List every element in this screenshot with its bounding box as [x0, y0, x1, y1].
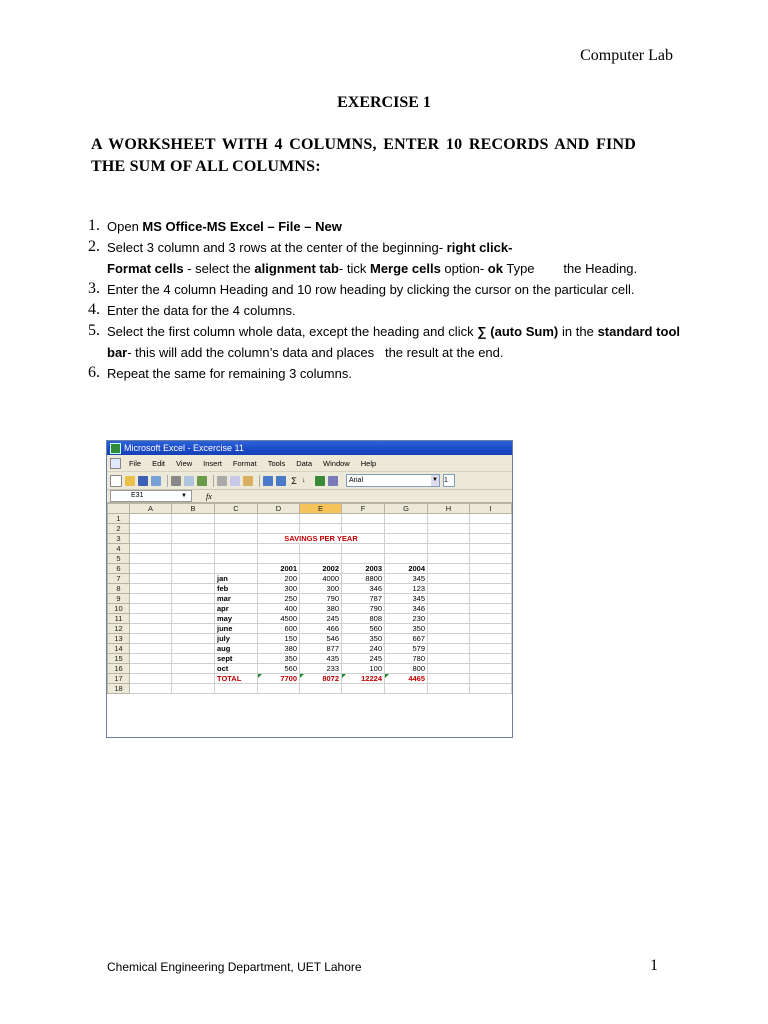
row-header[interactable]: 1	[108, 514, 130, 524]
cell[interactable]	[385, 544, 428, 554]
permission-icon[interactable]	[151, 476, 161, 486]
value-cell[interactable]: 877	[300, 644, 342, 654]
save-icon[interactable]	[138, 476, 148, 486]
cut-icon[interactable]	[217, 476, 227, 486]
excel-standard-toolbar	[107, 472, 512, 490]
cell[interactable]	[215, 544, 258, 554]
total-value-cell[interactable]: 12224	[342, 674, 385, 684]
value-cell[interactable]: 790	[342, 604, 385, 614]
chevron-down-icon: ▼	[431, 475, 439, 486]
cell[interactable]	[470, 674, 512, 684]
value-cell[interactable]: 560	[258, 664, 300, 674]
month-cell[interactable]: aug	[215, 644, 258, 654]
cell[interactable]	[172, 684, 215, 694]
step-number: 1.	[88, 217, 100, 234]
value-cell[interactable]: 4500	[258, 614, 300, 624]
table-row	[108, 644, 512, 654]
cell[interactable]	[172, 544, 215, 554]
cell[interactable]	[470, 544, 512, 554]
menu-format[interactable]: Format	[232, 458, 257, 468]
month-cell[interactable]: may	[215, 614, 258, 624]
cell[interactable]	[172, 664, 215, 674]
cell[interactable]	[428, 564, 470, 574]
row-header[interactable]: 18	[108, 684, 130, 694]
value-cell[interactable]: 123	[385, 584, 428, 594]
value-cell[interactable]: 245	[300, 614, 342, 624]
new-icon[interactable]	[110, 475, 122, 487]
chevron-down-icon: ▼	[181, 493, 187, 499]
cell[interactable]	[172, 654, 215, 664]
value-cell[interactable]: 230	[385, 614, 428, 624]
value-cell[interactable]: 790	[300, 594, 342, 604]
workbook-icon	[110, 458, 121, 469]
cell[interactable]	[470, 664, 512, 674]
row-header[interactable]: 10	[108, 604, 130, 614]
cell[interactable]	[172, 574, 215, 584]
cell[interactable]	[428, 664, 470, 674]
value-cell[interactable]: 435	[300, 654, 342, 664]
page-number: 1	[650, 957, 658, 974]
cell[interactable]	[470, 594, 512, 604]
cell[interactable]	[130, 584, 172, 594]
value-cell[interactable]: 300	[258, 584, 300, 594]
cell[interactable]	[258, 514, 300, 524]
step-1: 1. Open MS Office-MS Excel – File – New	[88, 217, 342, 234]
excel-app-icon	[110, 443, 121, 454]
row-header[interactable]: 7	[108, 574, 130, 584]
cell[interactable]	[130, 674, 172, 684]
cell[interactable]	[300, 684, 342, 694]
month-cell[interactable]: apr	[215, 604, 258, 614]
chart-wizard-icon[interactable]	[315, 476, 325, 486]
month-cell[interactable]: mar	[215, 594, 258, 604]
instruction-steps	[88, 216, 680, 384]
year-header-cell[interactable]: 2001	[258, 564, 300, 574]
cell[interactable]	[428, 684, 470, 694]
cell[interactable]	[172, 634, 215, 644]
cell[interactable]	[428, 574, 470, 584]
cell[interactable]	[342, 544, 385, 554]
step-number: 4.	[88, 301, 100, 318]
formula-bar	[107, 490, 512, 503]
value-cell[interactable]: 466	[300, 624, 342, 634]
table-row	[108, 654, 512, 664]
cell[interactable]	[385, 524, 428, 534]
table-row	[108, 614, 512, 624]
cell[interactable]	[470, 554, 512, 564]
cell[interactable]	[130, 624, 172, 634]
column-header[interactable]: I	[470, 504, 512, 514]
cell[interactable]	[428, 654, 470, 664]
value-cell[interactable]: 546	[300, 634, 342, 644]
cell[interactable]	[130, 634, 172, 644]
cell[interactable]	[342, 684, 385, 694]
cell[interactable]	[215, 684, 258, 694]
row-header[interactable]: 14	[108, 644, 130, 654]
cell[interactable]	[428, 594, 470, 604]
step-number: 2.	[88, 238, 100, 255]
column-header[interactable]: F	[342, 504, 385, 514]
cell[interactable]	[130, 554, 172, 564]
month-cell[interactable]: feb	[215, 584, 258, 594]
value-cell[interactable]: 579	[385, 644, 428, 654]
step-3: 3. Enter the 4 column Heading and 10 row heading by clicking the cursor on the particular cell.	[88, 280, 635, 297]
menu-help[interactable]: Help	[360, 458, 377, 468]
table-row	[108, 594, 512, 604]
row-header[interactable]: 17	[108, 674, 130, 684]
cell[interactable]	[470, 564, 512, 574]
value-cell[interactable]: 380	[300, 604, 342, 614]
row-header[interactable]: 16	[108, 664, 130, 674]
cell[interactable]	[130, 644, 172, 654]
cell[interactable]	[428, 544, 470, 554]
exercise-question: A WORKSHEET WITH 4 COLUMNS, ENTER 10 RECORDS AND FIND THE SUM OF ALL COLUMNS:	[91, 136, 636, 175]
cell[interactable]	[470, 684, 512, 694]
column-header[interactable]: G	[385, 504, 428, 514]
row-header[interactable]: 3	[108, 534, 130, 544]
table-row	[108, 514, 512, 524]
excel-screenshot	[106, 440, 513, 738]
cell[interactable]	[215, 564, 258, 574]
column-header[interactable]: H	[428, 504, 470, 514]
cell[interactable]	[385, 554, 428, 564]
print-preview-icon[interactable]	[184, 476, 194, 486]
column-header-row	[108, 504, 512, 514]
excel-title-bar	[107, 441, 512, 455]
undo-icon[interactable]	[263, 476, 273, 486]
cell[interactable]	[172, 524, 215, 534]
value-cell[interactable]: 233	[300, 664, 342, 674]
cell[interactable]	[130, 594, 172, 604]
cell[interactable]	[428, 534, 470, 544]
cell[interactable]	[470, 634, 512, 644]
year-header-cell[interactable]: 2003	[342, 564, 385, 574]
month-cell[interactable]: july	[215, 634, 258, 644]
cell[interactable]	[130, 524, 172, 534]
value-cell[interactable]: 245	[342, 654, 385, 664]
cell[interactable]	[130, 564, 172, 574]
font-name-select[interactable]: Arial ▼	[346, 474, 440, 487]
cell[interactable]	[385, 514, 428, 524]
sheet-heading-cell[interactable]: SAVINGS PER YEAR	[258, 534, 385, 544]
value-cell[interactable]: 346	[342, 584, 385, 594]
month-cell[interactable]: sept	[215, 654, 258, 664]
value-cell[interactable]: 345	[385, 594, 428, 604]
cell[interactable]	[428, 554, 470, 564]
cell[interactable]	[258, 544, 300, 554]
column-header[interactable]: E	[300, 504, 342, 514]
column-header[interactable]: D	[258, 504, 300, 514]
value-cell[interactable]: 200	[258, 574, 300, 584]
month-cell[interactable]: june	[215, 624, 258, 634]
cell[interactable]	[428, 584, 470, 594]
cell[interactable]	[428, 514, 470, 524]
table-row	[108, 554, 512, 564]
row-header[interactable]: 5	[108, 554, 130, 564]
value-cell[interactable]: 150	[258, 634, 300, 644]
cell[interactable]	[428, 634, 470, 644]
font-size-select[interactable]: 1	[443, 474, 455, 487]
cell[interactable]	[385, 534, 428, 544]
step-number: 5.	[88, 322, 100, 339]
cell[interactable]	[470, 614, 512, 624]
value-cell[interactable]: 100	[342, 664, 385, 674]
row-header[interactable]: 13	[108, 634, 130, 644]
menu-edit[interactable]: Edit	[152, 458, 166, 468]
cell[interactable]	[215, 514, 258, 524]
row-header[interactable]: 2	[108, 524, 130, 534]
row-header[interactable]: 12	[108, 624, 130, 634]
cell[interactable]	[130, 684, 172, 694]
cell[interactable]	[300, 524, 342, 534]
cell[interactable]	[172, 554, 215, 564]
cell[interactable]	[428, 644, 470, 654]
help-icon[interactable]	[328, 476, 338, 486]
copy-icon[interactable]	[230, 476, 240, 486]
row-header[interactable]: 11	[108, 614, 130, 624]
cell[interactable]	[428, 624, 470, 634]
step-4: 4. Enter the data for the 4 columns.	[88, 301, 296, 318]
total-value-cell[interactable]: 8072	[300, 674, 342, 684]
table-row	[108, 634, 512, 644]
cell[interactable]	[172, 534, 215, 544]
table-row	[108, 664, 512, 674]
value-cell[interactable]: 787	[342, 594, 385, 604]
cell[interactable]	[300, 554, 342, 564]
table-row	[108, 674, 512, 684]
cell[interactable]	[172, 604, 215, 614]
month-cell[interactable]: oct	[215, 664, 258, 674]
hyperlink-icon[interactable]	[276, 476, 286, 486]
cell[interactable]	[172, 674, 215, 684]
cell[interactable]	[130, 604, 172, 614]
table-row	[108, 684, 512, 694]
cell[interactable]	[130, 544, 172, 554]
paste-icon[interactable]	[243, 476, 253, 486]
value-cell[interactable]: 300	[300, 584, 342, 594]
cell[interactable]	[385, 684, 428, 694]
select-all-corner[interactable]	[108, 504, 130, 514]
cell[interactable]	[130, 664, 172, 674]
cell[interactable]	[428, 674, 470, 684]
table-row	[108, 534, 512, 544]
table-row	[108, 544, 512, 554]
cell[interactable]	[130, 534, 172, 544]
cell[interactable]	[130, 654, 172, 664]
column-header[interactable]: A	[130, 504, 172, 514]
cell[interactable]	[172, 614, 215, 624]
cell[interactable]	[172, 514, 215, 524]
step-5: 5. Select the first column whole data, except the heading and click ∑ (auto Sum) in the standard tool bar- this will add the column’s data and places the result at the end.	[88, 322, 680, 360]
menu-view[interactable]: View	[176, 458, 193, 468]
cell[interactable]	[300, 514, 342, 524]
value-cell[interactable]: 250	[258, 594, 300, 604]
row-header[interactable]: 6	[108, 564, 130, 574]
cell[interactable]	[130, 614, 172, 624]
value-cell[interactable]: 350	[258, 654, 300, 664]
value-cell[interactable]: 8800	[342, 574, 385, 584]
cell[interactable]	[428, 614, 470, 624]
table-row	[108, 564, 512, 574]
menu-file[interactable]: File	[129, 458, 142, 468]
cell[interactable]	[130, 574, 172, 584]
cell[interactable]	[172, 644, 215, 654]
step-6: 6. Repeat the same for remaining 3 columns.	[88, 364, 352, 381]
cell[interactable]	[300, 544, 342, 554]
row-header[interactable]: 8	[108, 584, 130, 594]
value-cell[interactable]: 346	[385, 604, 428, 614]
menu-tools[interactable]: Tools	[267, 458, 286, 468]
value-cell[interactable]: 560	[342, 624, 385, 634]
cell[interactable]	[172, 624, 215, 634]
value-cell[interactable]: 780	[385, 654, 428, 664]
year-header-cell[interactable]: 2002	[300, 564, 342, 574]
cell[interactable]	[470, 534, 512, 544]
row-header[interactable]: 4	[108, 544, 130, 554]
excel-menu-bar	[107, 455, 512, 472]
open-icon[interactable]	[125, 476, 135, 486]
cell[interactable]	[215, 524, 258, 534]
table-row	[108, 584, 512, 594]
cell[interactable]	[258, 524, 300, 534]
row-header[interactable]: 9	[108, 594, 130, 604]
value-cell[interactable]: 600	[258, 624, 300, 634]
cell[interactable]	[470, 604, 512, 614]
cell[interactable]	[428, 604, 470, 614]
table-row	[108, 604, 512, 614]
cell[interactable]	[258, 684, 300, 694]
cell[interactable]	[215, 554, 258, 564]
month-cell[interactable]: jan	[215, 574, 258, 584]
cell[interactable]	[172, 564, 215, 574]
cell[interactable]	[342, 514, 385, 524]
print-icon[interactable]	[171, 476, 181, 486]
insert-function-icon[interactable]: fx	[206, 491, 212, 501]
name-box[interactable]: E31 ▼	[110, 490, 192, 502]
value-cell[interactable]: 400	[258, 604, 300, 614]
column-header[interactable]: C	[215, 504, 258, 514]
value-cell[interactable]: 667	[385, 634, 428, 644]
cell[interactable]	[130, 514, 172, 524]
total-label-cell[interactable]: TOTAL	[215, 674, 258, 684]
footer-department: Chemical Engineering Department, UET Lahore	[107, 960, 362, 974]
cell[interactable]	[470, 624, 512, 634]
step-number: 6.	[88, 364, 100, 381]
cell[interactable]	[342, 524, 385, 534]
cell[interactable]	[470, 654, 512, 664]
step-2: 2. Select 3 column and 3 rows at the center of the beginning- right click- Format cells - select the alignment tab- tick Merge cells option- ok Type the Heading.	[88, 238, 638, 276]
value-cell[interactable]: 4000	[300, 574, 342, 584]
menu-window[interactable]: Window	[323, 458, 350, 468]
cell[interactable]	[470, 514, 512, 524]
cell[interactable]	[470, 644, 512, 654]
cell[interactable]	[172, 584, 215, 594]
value-cell[interactable]: 808	[342, 614, 385, 624]
column-header[interactable]: B	[172, 504, 215, 514]
value-cell[interactable]: 350	[385, 624, 428, 634]
exercise-title: EXERCISE 1	[337, 94, 431, 111]
spreadsheet-grid	[107, 503, 512, 694]
table-row	[108, 574, 512, 584]
cell[interactable]	[215, 534, 258, 544]
value-cell[interactable]: 350	[342, 634, 385, 644]
excel-window-title: Microsoft Excel - Excercise 11	[124, 443, 244, 453]
cell[interactable]	[342, 554, 385, 564]
menu-insert[interactable]: Insert	[203, 458, 222, 468]
step-number: 3.	[88, 280, 100, 297]
total-value-cell[interactable]: 7700	[258, 674, 300, 684]
sort-ascending-icon[interactable]: ↓	[302, 476, 306, 484]
spelling-icon[interactable]	[197, 476, 207, 486]
year-header-cell[interactable]: 2004	[385, 564, 428, 574]
cell[interactable]	[428, 524, 470, 534]
table-row	[108, 624, 512, 634]
total-value-cell[interactable]: 4465	[385, 674, 428, 684]
value-cell[interactable]: 240	[342, 644, 385, 654]
value-cell[interactable]: 345	[385, 574, 428, 584]
value-cell[interactable]: 800	[385, 664, 428, 674]
cell[interactable]	[258, 554, 300, 564]
cell[interactable]	[470, 584, 512, 594]
cell[interactable]	[470, 524, 512, 534]
autosum-icon[interactable]: Σ	[291, 475, 297, 486]
value-cell[interactable]: 380	[258, 644, 300, 654]
page-header-computer-lab: Computer Lab	[580, 47, 673, 64]
row-header[interactable]: 15	[108, 654, 130, 664]
table-row	[108, 524, 512, 534]
cell[interactable]	[172, 594, 215, 604]
menu-data[interactable]: Data	[296, 458, 313, 468]
cell[interactable]	[470, 574, 512, 584]
